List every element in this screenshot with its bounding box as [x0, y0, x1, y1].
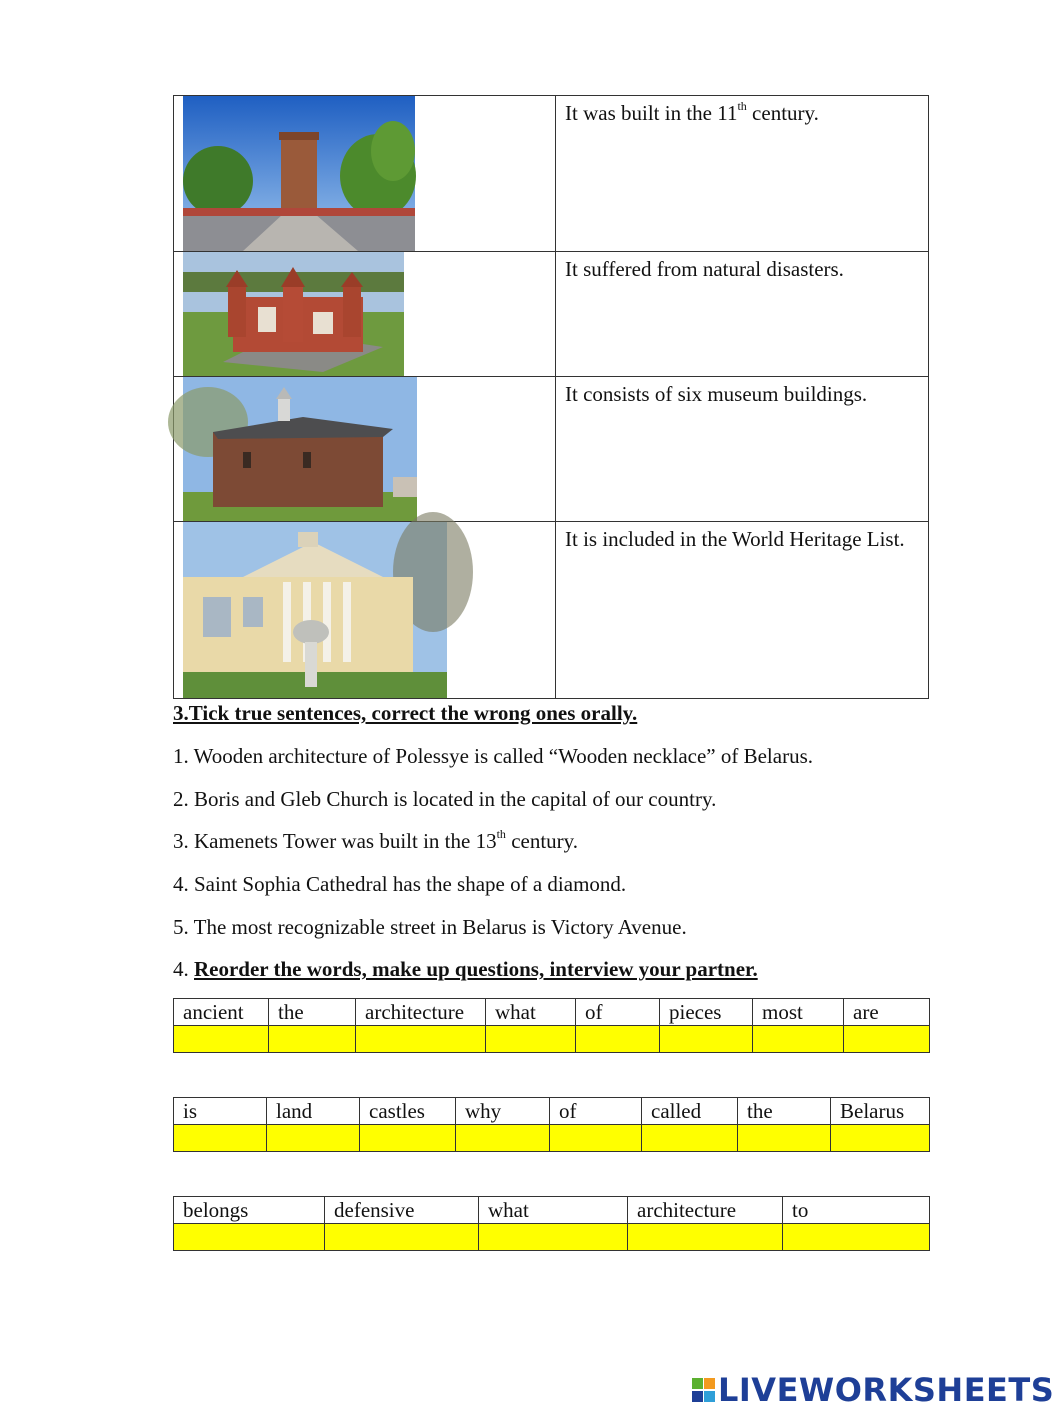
answer-input[interactable]: [628, 1224, 783, 1251]
task3-sentence-1: 1. Wooden architecture of Polessye is called “Wooden necklace” of Belarus.: [173, 744, 813, 768]
statement-cell: [556, 252, 929, 377]
answer-input[interactable]: [456, 1125, 550, 1152]
word-table-1: [173, 998, 930, 1053]
answer-row: [174, 1125, 930, 1152]
image-cell: [174, 377, 556, 522]
answer-input[interactable]: [550, 1125, 642, 1152]
match-row: [174, 377, 929, 522]
kamenets-tower-photo: [183, 96, 415, 251]
word-cell: land: [267, 1098, 360, 1125]
task4-heading: [173, 956, 758, 982]
word-table-3: [173, 1196, 930, 1251]
statement-cell: [556, 522, 929, 699]
word-cell: called: [642, 1098, 738, 1125]
kalozha-church-photo: [183, 377, 417, 521]
ordinal-suffix: th: [496, 827, 506, 841]
ordinal-suffix: th: [737, 99, 747, 113]
word-cell: most: [753, 999, 844, 1026]
task4-number: 4.: [173, 957, 194, 981]
word-row: [174, 1098, 930, 1125]
answer-input[interactable]: [831, 1125, 930, 1152]
word-cell: architecture: [356, 999, 486, 1026]
answer-input[interactable]: [325, 1224, 479, 1251]
task4-heading-text: Reorder the words, make up questions, interview your partner.: [194, 957, 758, 981]
statement-text: It is included in the World Heritage List.: [565, 527, 905, 551]
liveworksheets-logo: [692, 1372, 1054, 1408]
answer-input[interactable]: [486, 1026, 576, 1053]
image-cell: [174, 96, 556, 252]
task3-sentence-5: 5. The most recognizable street in Belarus is Victory Avenue.: [173, 915, 687, 939]
word-cell: are: [844, 999, 930, 1026]
task3-sentence-4: 4. Saint Sophia Cathedral has the shape of a diamond.: [173, 872, 627, 896]
task3-sentence-3: [173, 828, 578, 854]
liveworksheets-logo-icon: [692, 1376, 716, 1404]
word-row: [174, 999, 930, 1026]
word-cell: what: [486, 999, 576, 1026]
answer-input[interactable]: [753, 1026, 844, 1053]
statement-text: It consists of six museum buildings.: [565, 382, 868, 406]
word-cell: defensive: [325, 1197, 479, 1224]
statement-text: It suffered from natural disasters.: [565, 257, 844, 281]
word-cell: is: [174, 1098, 267, 1125]
answer-input[interactable]: [360, 1125, 456, 1152]
answer-input[interactable]: [479, 1224, 628, 1251]
image-cell: [174, 522, 556, 699]
answer-row: [174, 1026, 930, 1053]
match-row: [174, 96, 929, 252]
answer-row: [174, 1224, 930, 1251]
answer-input[interactable]: [642, 1125, 738, 1152]
answer-input[interactable]: [174, 1224, 325, 1251]
statement-cell: [556, 96, 929, 252]
rumyantsev-palace-photo: [183, 522, 447, 698]
word-cell: what: [479, 1197, 628, 1224]
word-cell: of: [550, 1098, 642, 1125]
task3-sentence-3-tail: century.: [505, 829, 579, 853]
word-row: [174, 1197, 930, 1224]
answer-input[interactable]: [356, 1026, 486, 1053]
word-cell: the: [269, 999, 356, 1026]
answer-input[interactable]: [844, 1026, 930, 1053]
word-cell: the: [738, 1098, 831, 1125]
task3-sentence-3-text: 3. Kamenets Tower was built in the 13: [173, 829, 497, 853]
word-cell: architecture: [628, 1197, 783, 1224]
word-cell: pieces: [660, 999, 753, 1026]
task3-heading: 3.Tick true sentences, correct the wrong ones orally.: [173, 701, 638, 725]
answer-input[interactable]: [267, 1125, 360, 1152]
word-cell: ancient: [174, 999, 269, 1026]
word-cell: castles: [360, 1098, 456, 1125]
statement-text: It was built in the 11: [565, 101, 738, 125]
answer-input[interactable]: [269, 1026, 356, 1053]
match-row: [174, 252, 929, 377]
answer-input[interactable]: [738, 1125, 831, 1152]
word-table-2: [173, 1097, 930, 1152]
word-cell: why: [456, 1098, 550, 1125]
matching-table: [173, 95, 929, 699]
answer-input[interactable]: [660, 1026, 753, 1053]
image-cell: [174, 252, 556, 377]
answer-input[interactable]: [783, 1224, 930, 1251]
statement-cell: [556, 377, 929, 522]
match-row: [174, 522, 929, 699]
word-cell: of: [576, 999, 660, 1026]
task3-sentence-2: 2. Boris and Gleb Church is located in the capital of our country.: [173, 787, 717, 811]
statement-text-tail: century.: [746, 101, 819, 125]
answer-input[interactable]: [174, 1026, 269, 1053]
answer-input[interactable]: [576, 1026, 660, 1053]
logo-text: LIVEWORKSHEETS: [718, 1371, 1054, 1409]
mir-castle-photo: [183, 252, 404, 376]
word-cell: to: [783, 1197, 930, 1224]
answer-input[interactable]: [174, 1125, 267, 1152]
word-cell: Belarus: [831, 1098, 930, 1125]
word-cell: belongs: [174, 1197, 325, 1224]
